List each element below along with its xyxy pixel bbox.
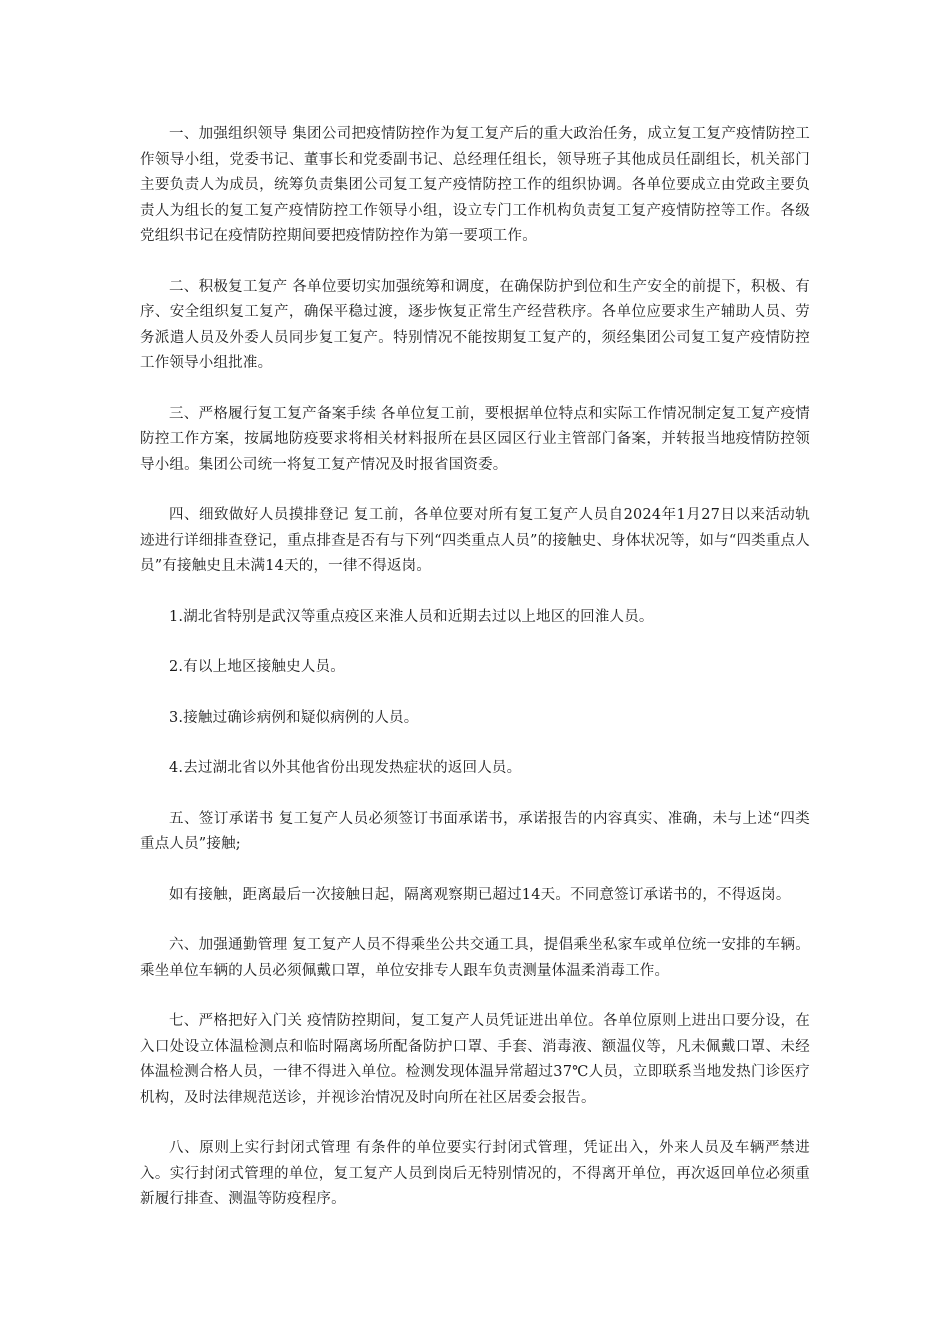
list-item-4: 4.去过湖北省以外其他省份出现发热症状的返回人员。: [169, 760, 522, 776]
list-item-3: 3.接触过确诊病例和疑似病例的人员。: [169, 709, 419, 726]
document-body: [140, 122, 810, 1238]
paragraph-organization-leadership: 一、加强组织领导 集团公司把疫情防控作为复工复产后的重大政治任务，成立复工复产疫情防控工作领导小组，党委书记、董事长和党委副书记、总经理任组长，领导班子其他成员任副组长，机关部门主要负责人为成员，统筹负责集团公司复工复产疫情防控工作的组织协调。各单位要成立由党政主要负责人为组长的复工复产疫情防控工作领导小组，设立专门工作机构负责复工复产疫情防控等工作。各级党组织书记在疫情防控期间要把疫情防控作为第一要项工作。: [140, 126, 810, 244]
paragraph-entrance-control: 七、严格把好入门关 疫情防控期间，复工复产人员凭证进出单位。各单位原则上进出口要分设，在入口处设立体温检测点和临时隔离场所配备防护口罩、手套、消毒液、额温仪等，凡未佩戴口罩、未经体温检测合格人员，一律不得进入单位。检测发现体温异常超过37℃人员，立即联系当地发热门诊医疗机构，及时法律规范送诊，并视诊治情况及时向所在社区居委会报告。: [140, 1013, 810, 1106]
paragraph-resume-work: 二、积极复工复产 各单位要切实加强统筹和调度，在确保防护到位和生产安全的前提下，积极、有序、安全组织复工复产，确保平稳过渡，逐步恢复正常生产经营秩序。各单位应要求生产辅助人员、劳务派遣人员及外委人员同步复工复产。特别情况不能按期复工复产的，须经集团公司复工复产疫情防控工作领导小组批准。: [140, 278, 810, 371]
paragraph-personnel-screening: 四、细致做好人员摸排登记 复工前，各单位要对所有复工复产人员自2024年1月27日以来活动轨迹进行详细排查登记，重点排查是否有与下列“四类重点人员”的接触史、身体状况等，如与“四类重点人员”有接触史且未满14天的，一律不得返岗。: [140, 507, 810, 574]
paragraph-commitment-continued: 如有接触，距离最后一次接触日起，隔离观察期已超过14天。不同意签订承诺书的，不得返岗。: [169, 886, 791, 903]
paragraph-commitment-letter: 五、签订承诺书 复工复产人员必须签订书面承诺书，承诺报告的内容真实、准确，未与上述“四类重点人员”接触;: [140, 810, 810, 852]
paragraph-commute-management: 六、加强通勤管理 复工复产人员不得乘坐公共交通工具，提倡乘坐私家车或单位统一安排的车辆。乘坐单位车辆的人员必须佩戴口罩，单位安排专人跟车负责测量体温柔消毒工作。: [140, 937, 810, 979]
list-item-1: 1.湖北省特别是武汉等重点疫区来淮人员和近期去过以上地区的回淮人员。: [169, 608, 654, 625]
paragraph-filing-procedures: 三、严格履行复工复产备案手续 各单位复工前，要根据单位特点和实际工作情况制定复工复产疫情防控工作方案，按属地防疫要求将相关材料报所在县区园区行业主管部门备案，并转报当地疫情防控领导小组。集团公司统一将复工复产情况及时报省国资委。: [140, 405, 810, 473]
paragraph-closed-management: 八、原则上实行封闭式管理 有条件的单位要实行封闭式管理，凭证出入，外来人员及车辆严禁进入。实行封闭式管理的单位，复工复产人员到岗后无特别情况的，不得离开单位，再次返回单位必须重新履行排查、测温等防疫程序。: [140, 1140, 810, 1207]
list-item-2: 2.有以上地区接触史人员。: [169, 659, 345, 675]
